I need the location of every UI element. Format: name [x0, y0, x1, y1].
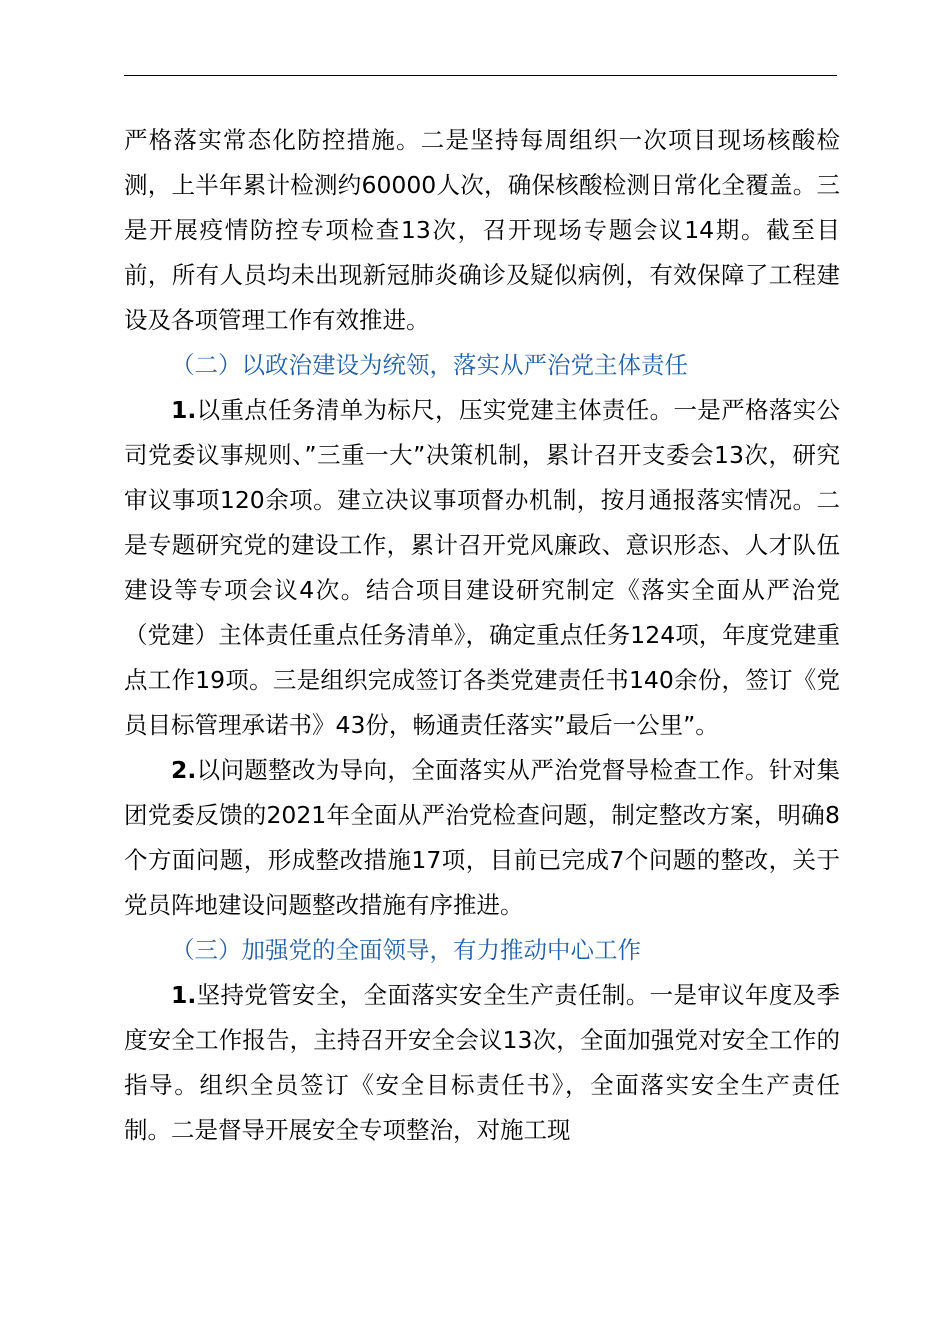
paragraph-task-list — [124, 388, 840, 748]
paragraph-text: 坚持党管安全，全面落实安全生产责任制。一是审议年度及季度安全工作报告，主持召开安全会议13次，全面加强党对安全工作的指导。组织全员签订《安全目标责任书》，全面落实安全生产责任制。二是督导开展安全专项整治，对施工现 — [124, 981, 840, 1144]
item-number: 1. — [171, 981, 197, 1009]
document-body — [124, 118, 840, 1153]
paragraph-safety — [124, 973, 840, 1153]
item-number: 2. — [171, 756, 197, 784]
item-number: 1. — [171, 396, 197, 424]
paragraph-text: 以重点任务清单为标尺，压实党建主体责任。一是严格落实公司党委议事规则、”三重一大”决策机制，累计召开支委会13次，研究审议事项120余项。建立决议事项督办机制，按月通报落实情况。二是专题研究党的建设工作，累计召开党风廉政、意识形态、人才队伍建设等专项会议4次。结合项目建设研究制定《落实全面从严治党（党建）主体责任重点任务清单》，确定重点任务124项，年度党建重点工作19项。三是组织完成签订各类党建责任书140余份，签订《党员目标管理承诺书》43份，畅通责任落实”最后一公里”。 — [124, 396, 840, 739]
section-heading-party-leadership: （三）加强党的全面领导，有力推动中心工作 — [171, 936, 641, 964]
paragraph-rectification — [124, 748, 840, 928]
paragraph-epidemic-control: 严格落实常态化防控措施。二是坚持每周组织一次项目现场核酸检测，上半年累计检测约60000人次，确保核酸检测日常化全覆盖。三是开展疫情防控专项检查13次，召开现场专题会议14期。截至目前，所有人员均未出现新冠肺炎确诊及疑似病例，有效保障了工程建设及各项管理工作有效推进。 — [124, 126, 840, 334]
section-heading-political-construction: （二）以政治建设为统领，落实从严治党主体责任 — [171, 351, 688, 379]
paragraph-text: 以问题整改为导向，全面落实从严治党督导检查工作。针对集团党委反馈的2021年全面从严治党检查问题，制定整改方案，明确8个方面问题，形成整改措施17项，目前已完成7个问题的整改，关于党员阵地建设问题整改措施有序推进。 — [124, 756, 840, 919]
header-rule — [124, 75, 837, 76]
